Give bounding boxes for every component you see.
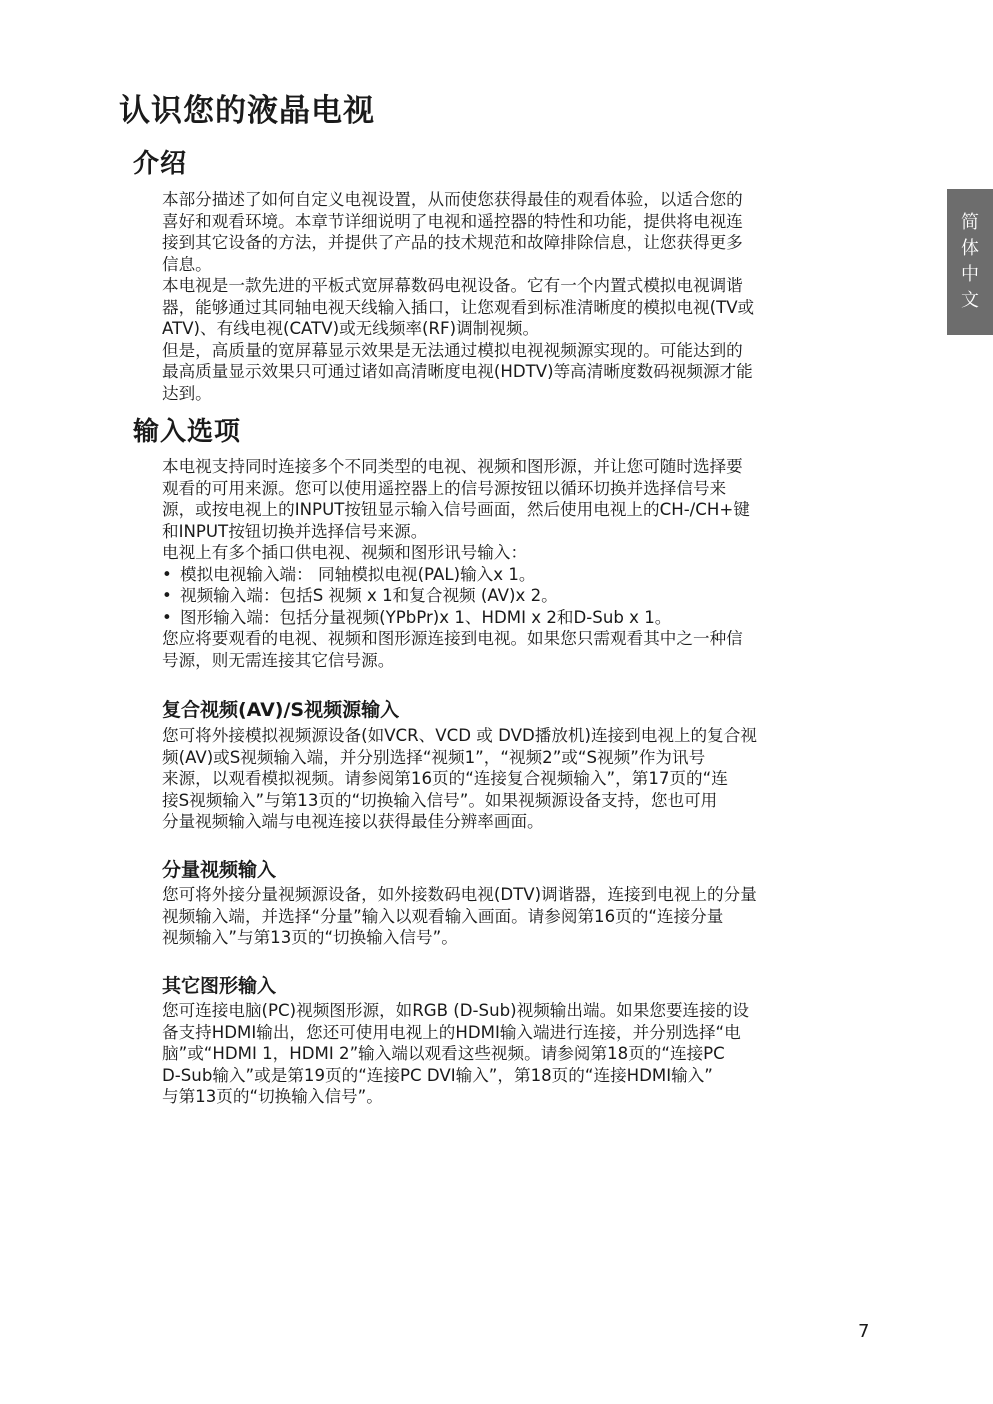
input-options-line: 号源，则无需连接其它信号源。: [162, 650, 395, 670]
intro-heading: 介绍: [133, 149, 188, 179]
graphics-line: 您可连接电脑(PC)视频图形源，如RGB (D-Sub)视频输出端。如果您要连接的设: [162, 1001, 749, 1020]
intro-line: 本部分描述了如何自定义电视设置，从而使您获得最佳的观看体验，以适合您的: [162, 190, 743, 209]
intro-line: 本电视是一款先进的平板式宽屏幕数码电视设备。它有一个内置式模拟电视调谐: [162, 276, 743, 295]
graphics-line: 与第13页的“切换输入信号”。: [162, 1087, 383, 1106]
language-side-tab: [947, 189, 993, 335]
bullet-item: [162, 607, 876, 629]
side-tab-char: 体: [961, 238, 979, 259]
intro-line: 但是，高质量的宽屏幕显示效果是无法通过模拟电视视频源实现的。可能达到的: [162, 340, 743, 360]
composite-body: [162, 725, 876, 833]
component-line: 视频输入”与第13页的“切换输入信号”。: [162, 928, 458, 947]
intro-line: 信息。: [162, 254, 212, 274]
side-tab-char: 简: [961, 212, 979, 233]
intro-line: 最高质量显示效果只可通过诸如高清晰度电视(HDTV)等高清晰度数码视频源才能: [162, 362, 753, 381]
composite-line: 频(AV)或S视频输入端，并分别选择“视频1”，“视频2”或“S视频”作为讯号: [162, 747, 706, 767]
page-title: 认识您的液晶电视: [119, 93, 375, 129]
bullet-dot: •: [162, 607, 172, 627]
input-options-body: [162, 456, 876, 671]
page-number: 7: [858, 1321, 870, 1342]
intro-body: [162, 189, 876, 404]
bullet-dot: •: [162, 564, 172, 584]
bullet-text: 图形输入端：包括分量视频(YPbPr)x 1、HDMI x 2和D-Sub x 1。: [180, 607, 672, 627]
graphics-heading: 其它图形输入: [162, 975, 277, 997]
intro-line: 达到。: [162, 383, 212, 403]
bullet-text: 视频输入端：包括S 视频 x 1和复合视频 (AV)x 2。: [180, 586, 558, 605]
input-options-line: 源，或按电视上的INPUT按钮显示输入信号画面，然后使用电视上的CH-/CH+键: [162, 500, 750, 519]
side-tab-char: 文: [961, 290, 979, 311]
intro-line: 接到其它设备的方法，并提供了产品的技术规范和故障排除信息，让您获得更多: [162, 233, 743, 252]
bullet-text: 模拟电视输入端： 同轴模拟电视(PAL)输入x 1。: [180, 564, 536, 584]
graphics-line: 备支持HDMI输出，您还可使用电视上的HDMI输入端进行连接，并分别选择“电: [162, 1022, 741, 1042]
intro-line: ATV)、有线电视(CATV)或无线频率(RF)调制视频。: [162, 319, 540, 338]
input-options-line: 您应将要观看的电视、视频和图形源连接到电视。如果您只需观看其中之一种信: [162, 629, 743, 648]
intro-line: 器，能够通过其同轴电视天线输入插口，让您观看到标准清晰度的模拟电视(TV或: [162, 297, 755, 317]
input-options-heading: 输入选项: [133, 417, 242, 447]
bullet-item: [162, 585, 876, 607]
component-body: [162, 884, 876, 949]
input-options-line: 和INPUT按钮切换并选择信号来源。: [162, 521, 428, 541]
composite-line: 来源，以观看模拟视频。请参阅第16页的“连接复合视频输入”，第17页的“连: [162, 769, 728, 788]
side-tab-char: 中: [961, 264, 979, 285]
bullet-dot: •: [162, 586, 172, 605]
graphics-line: D-Sub输入”或是第19页的“连接PC DVI输入”，第18页的“连接HDMI输入”: [162, 1065, 713, 1085]
input-options-line: 观看的可用来源。您可以使用遥控器上的信号源按钮以循环切换并选择信号来: [162, 478, 727, 498]
component-line: 视频输入端，并选择“分量”输入以观看输入画面。请参阅第16页的“连接分量: [162, 906, 724, 926]
composite-heading: 复合视频(AV)/S视频源输入: [162, 699, 400, 721]
bullet-item: [162, 564, 876, 586]
composite-line: 您可将外接模拟视频源设备(如VCR、VCD 或 DVD播放机)连接到电视上的复合视: [162, 726, 757, 745]
input-options-line: 本电视支持同时连接多个不同类型的电视、视频和图形源，并让您可随时选择要: [162, 457, 743, 476]
intro-line: 喜好和观看环境。本章节详细说明了电视和遥控器的特性和功能，提供将电视连: [162, 211, 743, 231]
component-heading: 分量视频输入: [162, 859, 277, 881]
graphics-body: [162, 1000, 876, 1108]
composite-line: 接S视频输入”与第13页的“切换输入信号”。如果视频源设备支持，您也可用: [162, 790, 718, 810]
composite-line: 分量视频输入端与电视连接以获得最佳分辨率画面。: [162, 812, 544, 831]
input-options-line: 电视上有多个插口供电视、视频和图形讯号输入：: [162, 543, 528, 562]
graphics-line: 脑”或“HDMI 1，HDMI 2”输入端以观看这些视频。请参阅第18页的“连接PC: [162, 1044, 725, 1063]
component-line: 您可将外接分量视频源设备，如外接数码电视(DTV)调谐器，连接到电视上的分量: [162, 885, 757, 904]
